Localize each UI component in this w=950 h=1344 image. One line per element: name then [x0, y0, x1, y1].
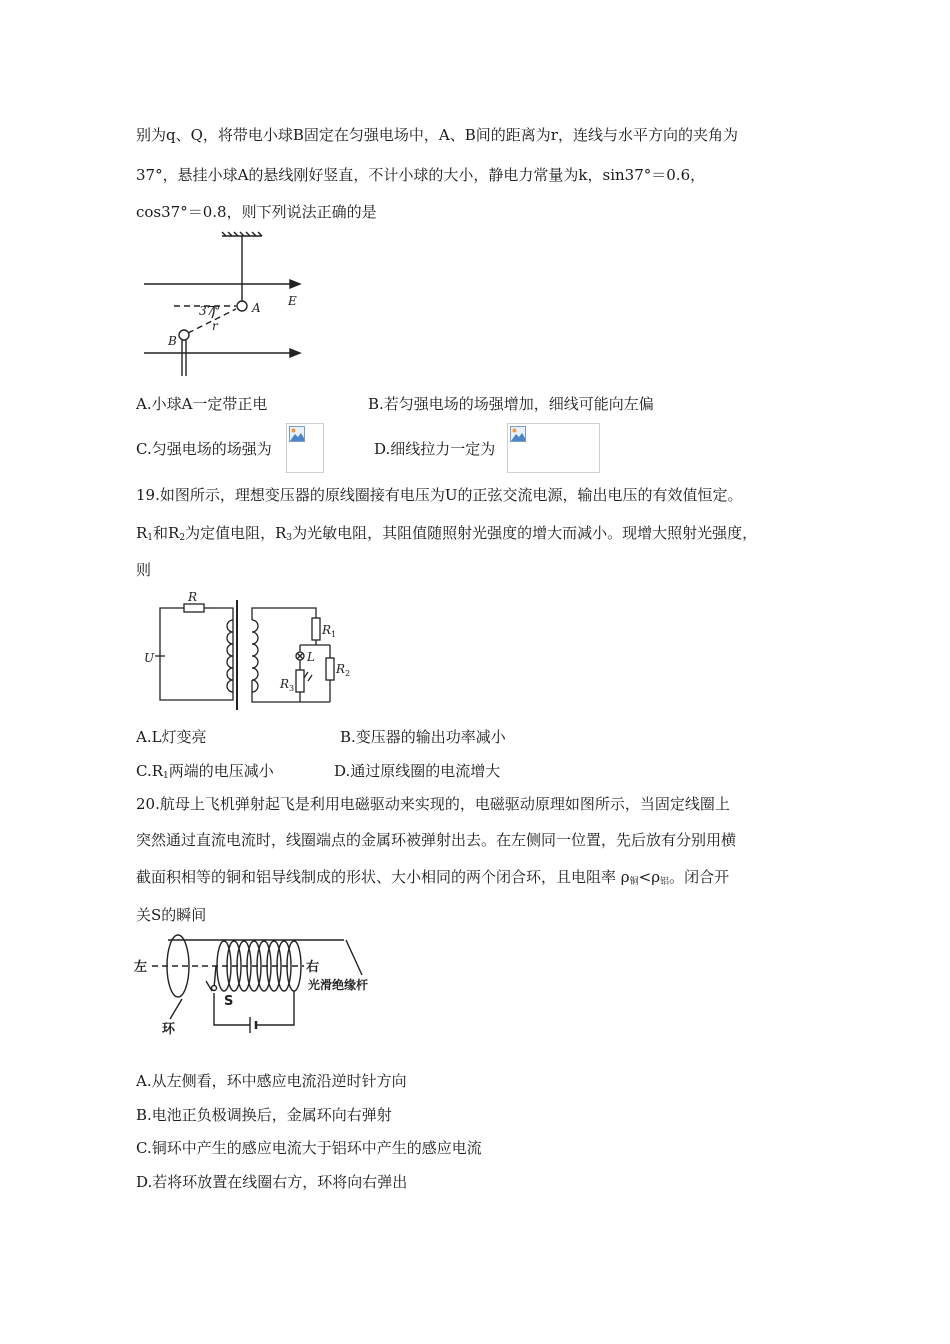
q20-rho-al: ρ — [651, 868, 661, 886]
q19-r3: R — [275, 524, 287, 542]
q20-option-c: C.铜环中产生的感应电流大于铝环中产生的感应电流 — [136, 1139, 482, 1157]
q20-stem-line-3-text: 截面积相等的铜和铝导线制成的形状、大小相同的两个闭合环，且电阻率 — [136, 868, 617, 886]
q19-option-d: D.通过原线圈的电流增大 — [334, 762, 501, 780]
broken-image-icon — [289, 426, 305, 442]
q18-E-label: E — [288, 294, 297, 308]
q20-rho-cu-sub: 铜 — [629, 877, 639, 887]
q19-R2-label: $R_2$ — [336, 662, 351, 678]
q18-figure — [140, 232, 310, 382]
q19-r1-sub: 1 — [147, 533, 154, 543]
q19-fixed-res: 为定值电阻， — [185, 524, 276, 542]
q19-stem-line-1: 19.如图所示，理想变压器的原线圈接有电压为U的正弦交流电源，输出电压的有效值恒定。 — [136, 486, 743, 504]
q18-option-c: C.匀强电场的场强为 — [136, 440, 272, 458]
q18-option-a: A.小球A一定带正电 — [136, 395, 268, 413]
q18-option-b: B.若匀强电场的场强增加，细线可能向左偏 — [368, 395, 654, 413]
q20-option-b: B.电池正负极调换后，金属环向右弹射 — [136, 1106, 392, 1124]
q18-option-d: D.细线拉力一定为 — [374, 440, 496, 458]
q19-r3-sub: 3 — [286, 533, 293, 543]
q18-stem-line-3: cos37°＝0.8，则下列说法正确的是 — [136, 203, 377, 221]
q18-option-d-formula-image — [507, 423, 600, 473]
q19-figure — [144, 590, 354, 715]
q20-figure — [132, 933, 392, 1038]
q18-option-c-formula-image — [286, 423, 324, 473]
q18-B-label: B — [168, 334, 177, 348]
q19-option-c-pre: C.R — [136, 762, 164, 780]
q18-stem-line-2: 37°，悬挂小球A的悬线刚好竖直，不计小球的大小，静电力常量为k，sin37°＝0.6， — [136, 166, 706, 184]
q20-stem-line-2: 突然通过直流电流时，线圈端点的金属环被弹射出去。在左侧同一位置，先后放有分别用横 — [136, 831, 737, 849]
q20-option-d: D.若将环放置在线圈右方，环将向右弹出 — [136, 1173, 408, 1191]
q19-option-c — [136, 760, 274, 781]
broken-image-icon — [510, 426, 526, 442]
q19-r2: R — [168, 524, 180, 542]
q18-stem-line-1: 别为q、Q，将带电小球B固定在匀强电场中，A、B间的距离为r，连线与水平方向的夹角为 — [136, 126, 738, 144]
q18-angle-label: 37° — [199, 304, 221, 318]
q20-stem-line-1: 20.航母上飞机弹射起飞是利用电磁驱动来实现的，电磁驱动原理如图所示，当固定线圈上 — [136, 795, 730, 813]
q20-ring-label: 环 — [162, 1022, 176, 1037]
q20-S-label: S — [224, 994, 234, 1009]
q19-and: 和 — [153, 524, 169, 542]
q19-r1: R — [136, 524, 148, 542]
q20-option-a: A.从左侧看，环中感应电流沿逆时针方向 — [136, 1072, 407, 1090]
q20-stem-line-3 — [136, 866, 729, 887]
q19-option-a: A.L灯变亮 — [136, 728, 207, 746]
q19-option-c-post: 两端的电压减小 — [168, 762, 274, 780]
q19-stem-line-3: 则 — [136, 561, 152, 579]
q19-R3-label: $R_3$ — [280, 677, 295, 693]
q19-L-label: L — [307, 650, 315, 664]
q19-U-label: U — [144, 651, 155, 665]
q20-rod-label: 光滑绝缘杆 — [308, 978, 369, 992]
q20-rho-cu: ρ — [620, 868, 630, 886]
q19-R1-label: $R_1$ — [322, 623, 337, 639]
q20-stem-line-4: 关S的瞬间 — [136, 906, 207, 924]
q20-rho-al-sub: 铝 — [660, 877, 670, 887]
q20-less-than: < — [638, 868, 652, 886]
q19-option-b: B.变压器的输出功率减小 — [340, 728, 506, 746]
q19-R-label: R — [188, 590, 198, 604]
q20-close-switch: 。闭合开 — [669, 868, 730, 886]
q19-stem-line-2 — [136, 522, 757, 543]
q19-r2-sub: 2 — [179, 533, 186, 543]
q18-r-label: r — [212, 319, 218, 333]
q20-left-label: 左 — [134, 960, 148, 975]
q19-photo-res: 为光敏电阻，其阻值随照射光强度的增大而减小。现增大照射光强度， — [292, 524, 758, 542]
q18-A-label: A — [252, 301, 261, 315]
q19-option-c-sub: 1 — [163, 771, 169, 781]
q20-right-label: 右 — [306, 960, 320, 975]
